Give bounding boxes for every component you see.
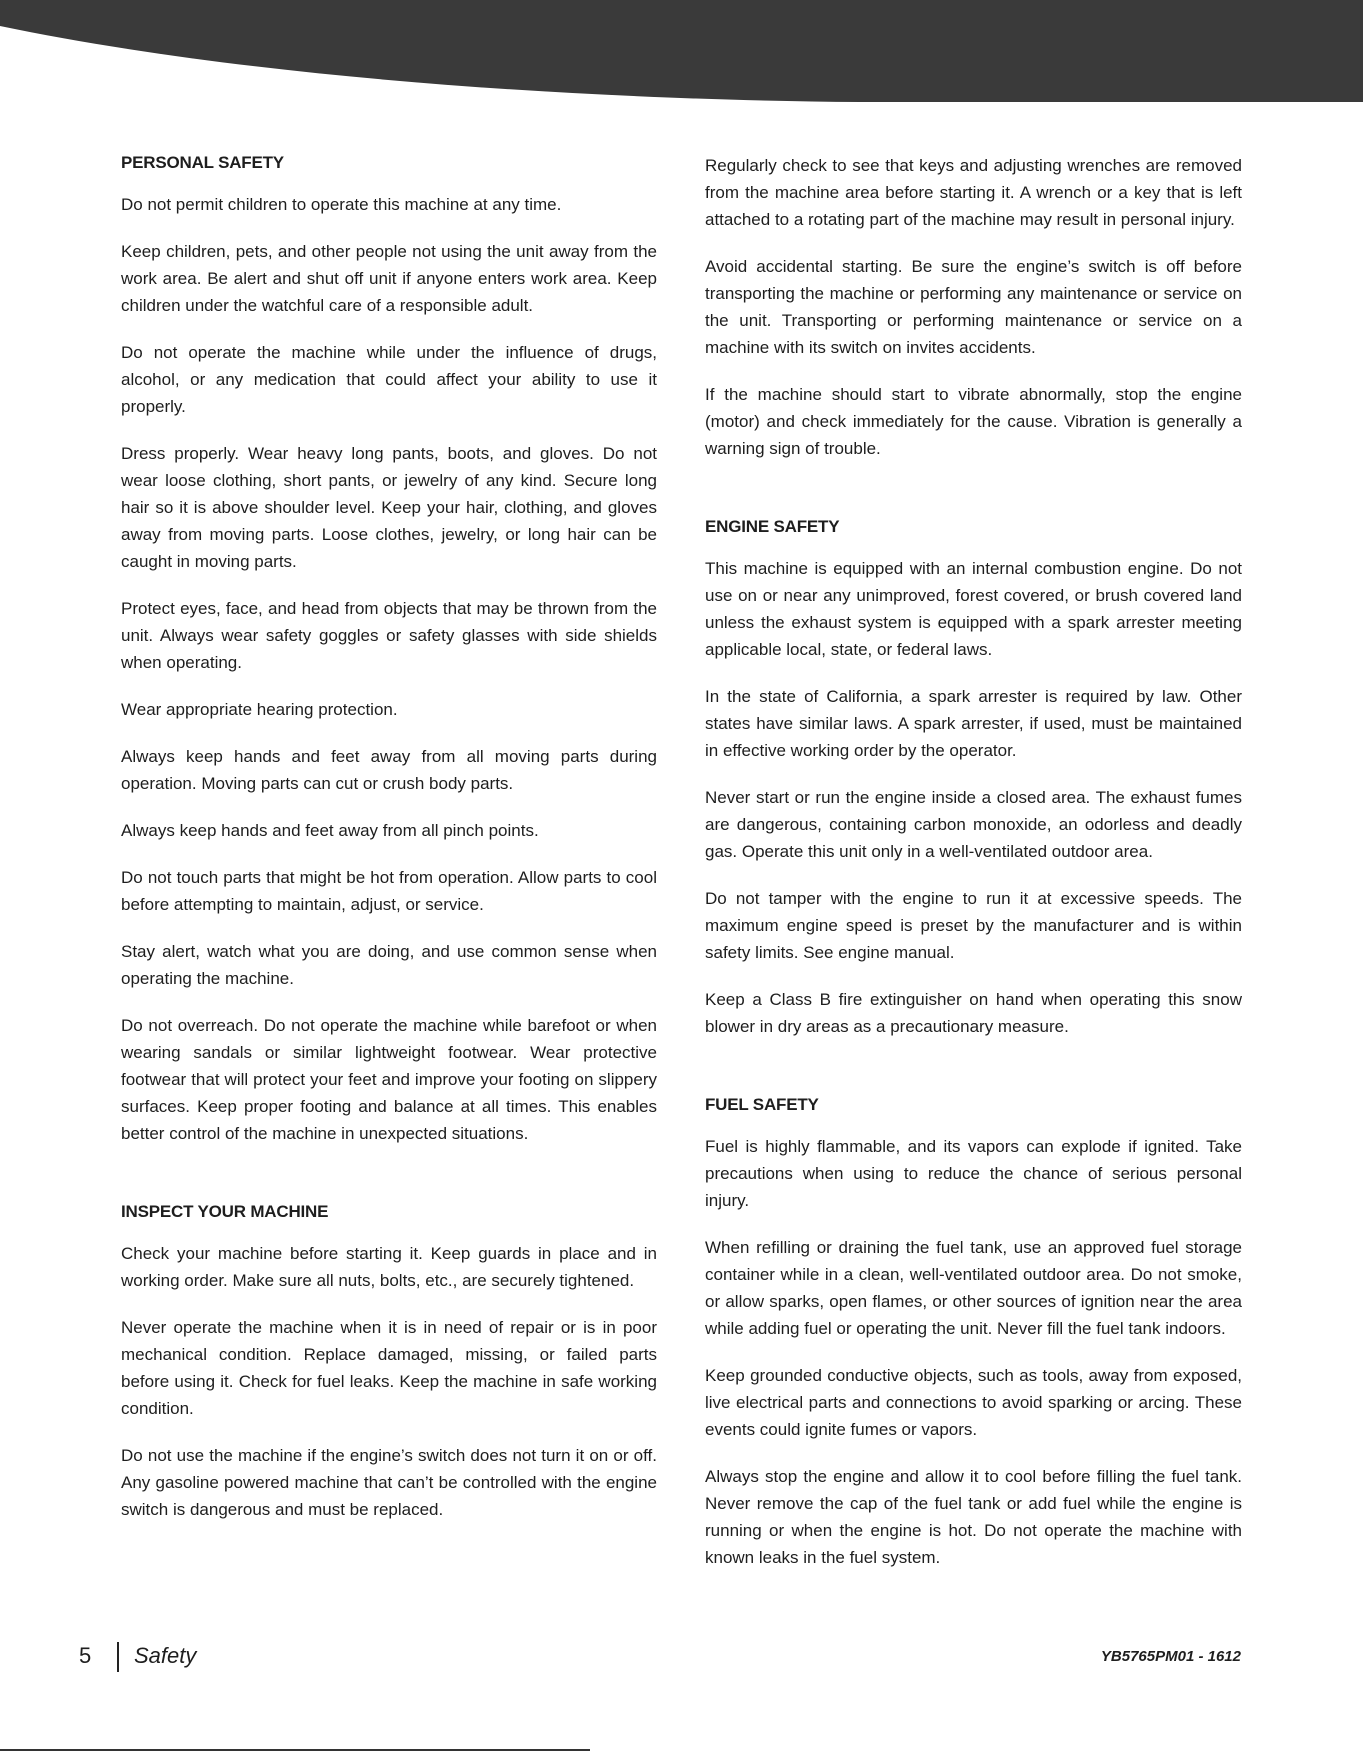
paragraph: Do not tamper with the engine to run it at excessive speeds. The maximum engine speed is preset by the manufacturer and is within safety limits. See engine manual. (705, 889, 1242, 962)
paragraph: Never start or run the engine inside a closed area. The exhaust fumes are dangerous, containing carbon monoxide, an odorless and deadly gas. Operate this unit only in a well-ventilated outdoor area. (705, 788, 1242, 861)
paragraph: Do not operate the machine while under the influence of drugs, alcohol, or any medication that could affect your ability to use it properly. (121, 343, 657, 416)
engine-safety-heading: ENGINE SAFETY (705, 517, 840, 536)
footer-divider (117, 1642, 119, 1672)
paragraph: Do not permit children to operate this machine at any time. (121, 195, 562, 214)
bottom-rule (0, 1749, 590, 1751)
paragraph: Keep grounded conductive objects, such as tools, away from exposed, live electrical parts and connections to avoid sparking or arcing. These events could ignite fumes or vapors. (705, 1366, 1242, 1439)
paragraph: Check your machine before starting it. Keep guards in place and in working order. Make sure all nuts, bolts, etc., are securely tightened. (121, 1244, 657, 1290)
page-number: 5 (79, 1643, 92, 1668)
paragraph: Do not use the machine if the engine’s switch does not turn it on or off. Any gasoline powered machine that can’t be controlled with the engine switch is dangerous and must be replaced. (121, 1446, 657, 1519)
paragraph: Always stop the engine and allow it to cool before filling the fuel tank. Never remove the cap of the fuel tank or add fuel while the engine is running or when the engine is hot. Do not operate the machine with known leaks in the fuel system. (705, 1467, 1242, 1567)
header-band (0, 0, 1363, 110)
paragraph: Dress properly. Wear heavy long pants, boots, and gloves. Do not wear loose clothing, short pants, or jewelry of any kind. Secure long hair so it is above shoulder level. Keep your hair, clothing, and gloves away from moving parts. Loose clothes, jewelry, or long hair can be caught in moving parts. (121, 444, 657, 571)
inspect-machine-heading: INSPECT YOUR MACHINE (121, 1202, 329, 1221)
fuel-safety-heading: FUEL SAFETY (705, 1095, 819, 1114)
paragraph: This machine is equipped with an internal combustion engine. Do not use on or near any unimproved, forest covered, or brush covered land unless the exhaust system is equipped with a spark arrester meeting applicable local, state, or federal laws. (705, 559, 1242, 659)
paragraph: If the machine should start to vibrate abnormally, stop the engine (motor) and check immediately for the cause. Vibration is generally a warning sign of trouble. (705, 385, 1242, 458)
paragraph: In the state of California, a spark arrester is required by law. Other states have similar laws. A spark arrester, if used, must be maintained in effective working order by the operator. (705, 687, 1242, 760)
paragraph: Stay alert, watch what you are doing, and use common sense when operating the machine. (121, 942, 657, 988)
paragraph: Keep a Class B fire extinguisher on hand when operating this snow blower in dry areas as a precautionary measure. (705, 990, 1242, 1036)
paragraph: Do not overreach. Do not operate the machine while barefoot or when wearing sandals or similar lightweight footwear. Wear protective footwear that will protect your feet and improve your footing on slippery surfaces. Keep proper footing and balance at all times. This enables better control of the machine in unexpected situations. (121, 1016, 657, 1143)
paragraph: Protect eyes, face, and head from objects that may be thrown from the unit. Always wear safety goggles or safety glasses with side shields when operating. (121, 599, 657, 672)
paragraph: Always keep hands and feet away from all pinch points. (121, 821, 539, 840)
document-code: YB5765PM01 - 1612 (1100, 1648, 1241, 1665)
paragraph: Never operate the machine when it is in need of repair or is in poor mechanical condition. Replace damaged, missing, or failed parts before using it. Check for fuel leaks. Keep the machine in safe working condition. (121, 1318, 657, 1418)
right-column (705, 152, 1242, 1591)
paragraph: Always keep hands and feet away from all moving parts during operation. Moving parts can cut or crush body parts. (121, 747, 657, 793)
paragraph: Fuel is highly flammable, and its vapors can explode if ignited. Take precautions when using to reduce the chance of serious personal injury. (705, 1137, 1242, 1210)
paragraph: Keep children, pets, and other people not using the unit away from the work area. Be alert and shut off unit if anyone enters work area. Keep children under the watchful care of a responsible adult. (121, 242, 657, 315)
left-column (121, 152, 657, 1543)
footer-section-title: Safety (134, 1643, 197, 1668)
paragraph: Avoid accidental starting. Be sure the engine’s switch is off before transporting the machine or performing any maintenance or service on the unit. Transporting or performing maintenance or service on a machine with its switch on invites accidents. (705, 257, 1242, 357)
paragraph: Do not touch parts that might be hot from operation. Allow parts to cool before attempting to maintain, adjust, or service. (121, 868, 657, 914)
personal-safety-heading: PERSONAL SAFETY (121, 153, 284, 172)
paragraph: When refilling or draining the fuel tank, use an approved fuel storage container while in a clean, well-ventilated outdoor area. Do not smoke, or allow sparks, open flames, or other sources of ignition near the area while adding fuel or operating the unit. Never fill the fuel tank indoors. (705, 1238, 1242, 1338)
paragraph: Regularly check to see that keys and adjusting wrenches are removed from the machine area before starting it. A wrench or a key that is left attached to a rotating part of the machine may result in personal injury. (705, 156, 1242, 229)
paragraph: Wear appropriate hearing protection. (121, 700, 398, 719)
